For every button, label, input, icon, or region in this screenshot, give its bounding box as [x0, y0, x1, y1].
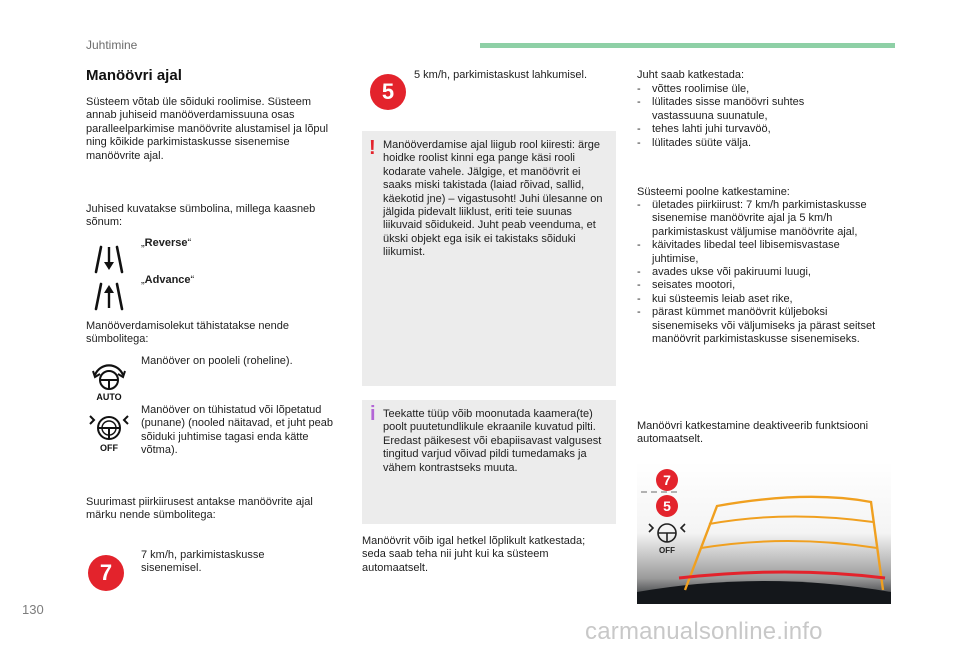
speed-7-badge: 7 — [88, 555, 124, 591]
steering-auto-icon — [88, 362, 130, 402]
list-item: - võttes roolimise üle, — [637, 83, 867, 96]
status-cancelled-text: Manööver on tühistatud või lõpetatud (punane) (nooled näitavad, et juht peab sõiduki juhtimise tagasi enda kätte võtma). — [141, 404, 334, 457]
list-item: - käivitades libedal teel libisemisvastase juhtimise, — [637, 239, 887, 266]
paragraph-deactivate: Manöövri katkestamine deaktiveerib funktsiooni automaatselt. — [637, 420, 869, 446]
list-item: - lülitades süüte välja. — [637, 137, 867, 150]
paragraph-speed-intro: Suurimast piirkiirusest antakse manöövrite ajal märku nende sümbolitega: — [86, 496, 313, 522]
speed-5-badge: 5 — [370, 74, 406, 110]
warning-icon: ! — [369, 137, 376, 159]
reverse-icon — [92, 244, 126, 274]
speed-7-text: 7 km/h, parkimistaskusse sisenemisel. — [141, 549, 265, 575]
speed-5-text: 5 km/h, parkimistaskust lahkumisel. — [414, 69, 587, 81]
list-item: - tehes lahti juhi turvavöö, — [637, 123, 867, 136]
camera-view-photo — [637, 462, 891, 604]
advance-icon — [92, 281, 126, 311]
paragraph-system-abort: Süsteemi poolne katkestamine: — [637, 186, 790, 198]
camera-view-graphic — [637, 462, 891, 604]
page-title: Manöövri ajal — [86, 67, 182, 84]
status-in-progress-text: Manööver on pooleli (roheline). — [141, 355, 293, 367]
auto-icon-label: AUTO — [96, 392, 122, 402]
info-icon: i — [370, 403, 376, 425]
warning-text: Manööverdamise ajal liigub rool kiiresti: ärge hoidke roolist kinni ega pange käsi rooli kodarate vahele. Jälgige, et manöövrit ei saaks miski takistada (laiad rõivad, sallid, käekotid jne) – vigastusoht! Juhi ülesanne on jälgida pidevalt liiklust, eriti teie suunas liikuvaid sõidukeid. Juht peab veenduma, et ükski objekt ega isik ei takistaks sõiduki liikumist. — [383, 139, 603, 259]
list-item: - pärast kümmet manöövrit küljeboksi sisenemiseks või väljumiseks ja pärast seitset manöövrit parkimistaskusse sisenemiseks. — [637, 306, 887, 346]
watermark: carmanualsonline.info — [585, 618, 823, 645]
photo-off-label: OFF — [659, 546, 675, 555]
section-header: Juhtimine — [86, 38, 138, 52]
paragraph-abort: Manöövrit võib igal hetkel lõplikult katkestada; seda saab teha nii juht kui ka süsteem automaatselt. — [362, 535, 586, 574]
paragraph-status-intro: Manööverdamisolekut tähistatakse nende sümbolitega: — [86, 320, 290, 346]
info-text: Teekatte tüüp võib moonutada kaamera(te) poolt puutetundlikule ekraanile kuvatud pilti. Eredast päikesest või ebapiisavast valgusest tingitud varjud võivad pildi tumedamaks ja vähem kontrastseks muuta. — [383, 408, 602, 474]
warning-box — [362, 131, 616, 386]
advance-label: „Advance“ — [141, 274, 195, 286]
system-abort-list — [637, 199, 887, 346]
paragraph-intro: Süsteem võtab üle sõiduki roolimise. Süsteem annab juhiseid manööverdamissuuna osas paralleelparkimise manöövrite alustamisel ja lõpul ning kõikide parkimistaskusse sisenemise manöövrite ajal. — [86, 96, 329, 162]
list-item: - lülitades sisse manöövri suhtes vastassuuna suunatule, — [637, 96, 867, 123]
off-icon-label: OFF — [100, 443, 118, 453]
driver-abort-list — [637, 83, 867, 150]
paragraph-driver-abort: Juht saab katkestada: — [637, 69, 745, 81]
paragraph-symbols-intro: Juhised kuvatakse sümbolina, millega kaasneb sõnum: — [86, 203, 316, 229]
list-item: - ületades piirkiirust: 7 km/h parkimistaskusse sisenemise manöövrite ajal ja 5 km/h parkimistaskust väljumise manöövrite ajal, — [637, 199, 887, 239]
photo-badge-7: 7 — [663, 472, 671, 488]
steering-off-icon — [86, 411, 132, 453]
list-item: - kui süsteemis leiab aset rike, — [637, 293, 887, 306]
reverse-label: „Reverse“ — [141, 237, 192, 249]
list-item: - seisates mootori, — [637, 279, 887, 292]
header-accent-bar — [480, 43, 895, 48]
page-number: 130 — [22, 602, 44, 617]
list-item: - avades ukse või pakiruumi luugi, — [637, 266, 887, 279]
info-box — [362, 400, 616, 524]
photo-badge-5: 5 — [663, 498, 671, 514]
